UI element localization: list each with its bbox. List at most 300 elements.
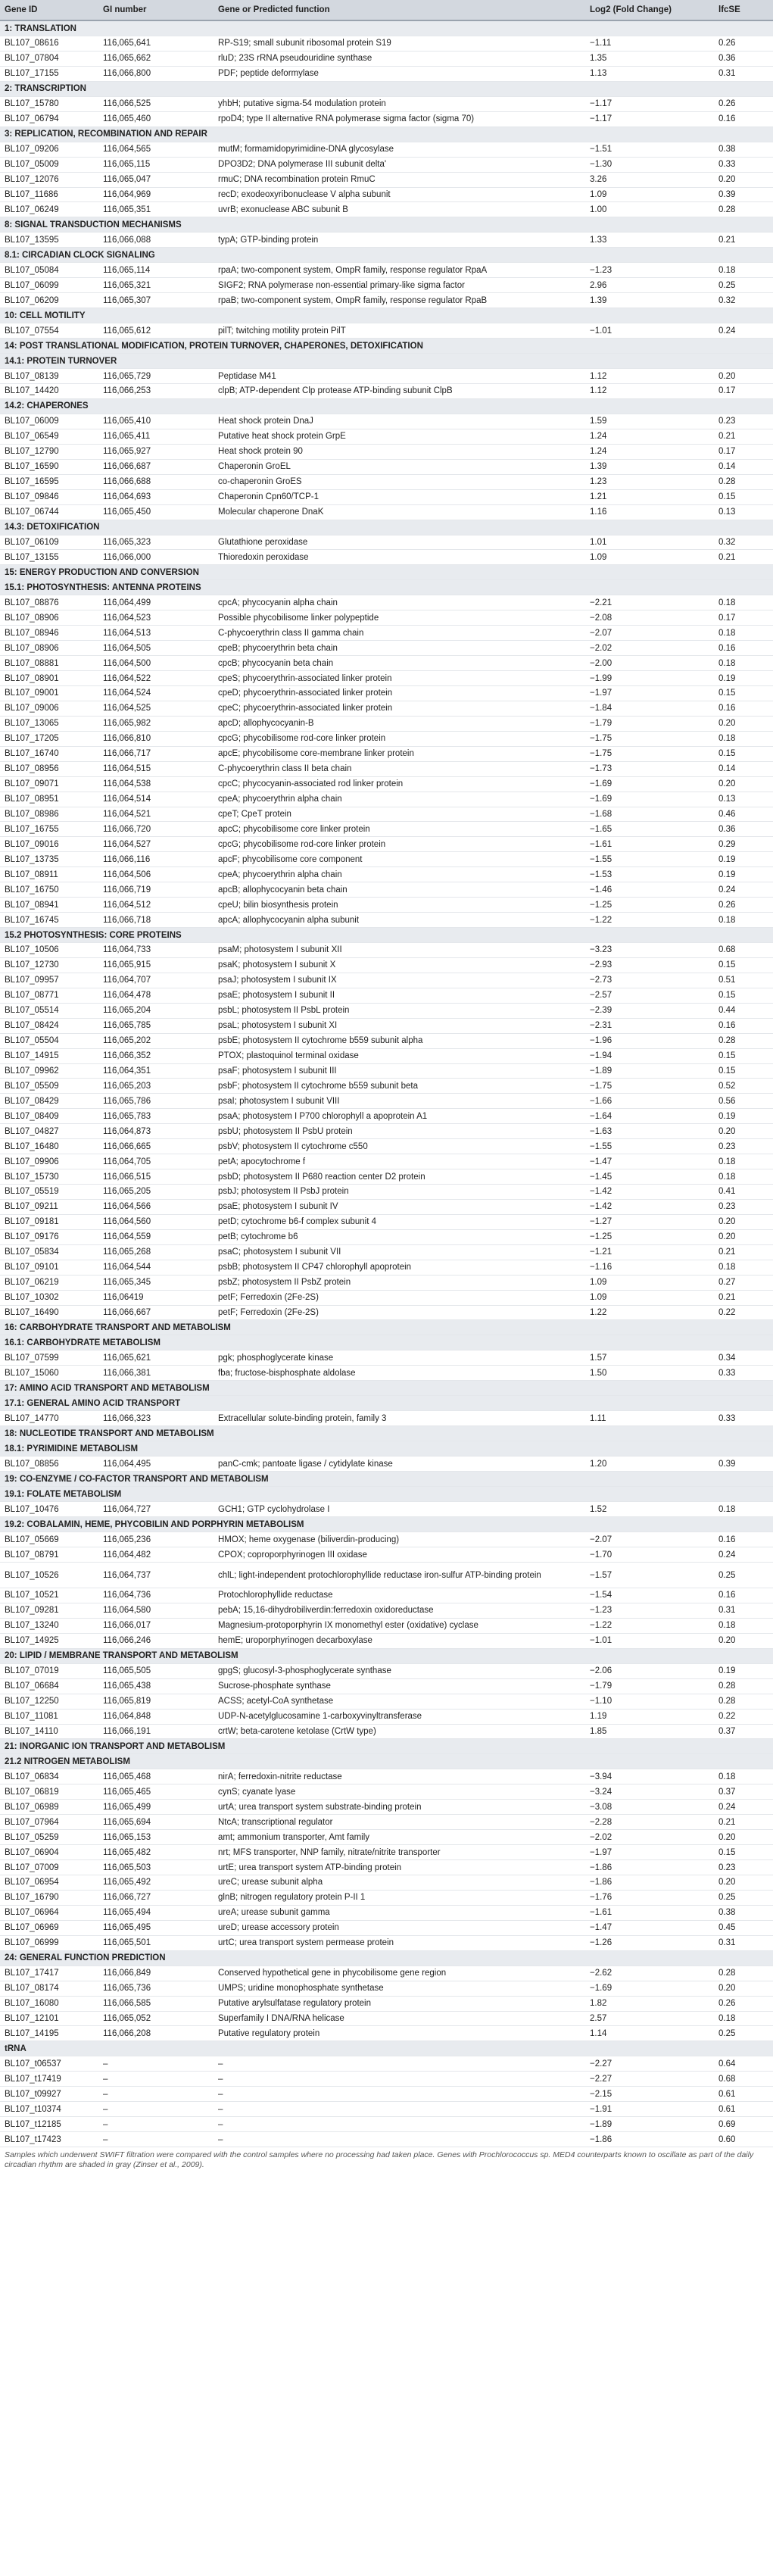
gene-id-cell: BL107_04827 <box>0 1124 98 1139</box>
fold-change-cell: −1.96 <box>585 1033 714 1048</box>
lfcse-cell: 0.61 <box>714 2087 773 2102</box>
gi-number-cell: – <box>98 2132 214 2147</box>
gene-id-cell: BL107_12250 <box>0 1694 98 1709</box>
gi-number-cell: 116,064,727 <box>98 1502 214 1517</box>
lfcse-cell: 0.15 <box>714 489 773 504</box>
lfcse-cell: 0.16 <box>714 701 773 716</box>
function-cell: pgk; phosphoglycerate kinase <box>214 1350 585 1366</box>
function-cell: DPO3D2; DNA polymerase III subunit delta' <box>214 157 585 172</box>
gi-number-cell: 116,066,191 <box>98 1724 214 1739</box>
gene-id-cell: BL107_t06537 <box>0 2056 98 2072</box>
section-title: 21.2 NITROGEN METABOLISM <box>0 1754 773 1769</box>
gene-id-cell: BL107_09016 <box>0 837 98 852</box>
table-row <box>0 293 773 308</box>
table-row <box>0 898 773 913</box>
table-row <box>0 988 773 1003</box>
gene-id-cell: BL107_10302 <box>0 1290 98 1305</box>
fold-change-cell: 1.50 <box>585 1366 714 1381</box>
table-row <box>0 1875 773 1891</box>
table-row <box>0 641 773 656</box>
fold-change-cell: −1.17 <box>585 96 714 111</box>
fold-change-cell: 1.20 <box>585 1457 714 1472</box>
gene-id-cell: BL107_05259 <box>0 1830 98 1845</box>
gene-id-cell: BL107_06964 <box>0 1905 98 1920</box>
table-row <box>0 1275 773 1290</box>
gi-number-cell: 116,066,323 <box>98 1411 214 1426</box>
lfcse-cell: 0.21 <box>714 429 773 444</box>
gene-id-cell: BL107_08174 <box>0 1981 98 1996</box>
table-row <box>0 1588 773 1603</box>
table-row <box>0 429 773 444</box>
col-log2-fold-change: Log2 (Fold Change) <box>585 0 714 20</box>
function-cell: apcE; phycobilisome core-membrane linker protein <box>214 746 585 761</box>
gi-number-cell: 116,065,621 <box>98 1350 214 1366</box>
fold-change-cell: −1.69 <box>585 1981 714 1996</box>
lfcse-cell: 0.22 <box>714 1709 773 1724</box>
fold-change-cell: 1.09 <box>585 1275 714 1290</box>
table-row <box>0 701 773 716</box>
fold-change-cell: −1.47 <box>585 1154 714 1169</box>
gene-id-cell: BL107_10526 <box>0 1563 98 1588</box>
gene-id-cell: BL107_08409 <box>0 1109 98 1124</box>
lfcse-cell: 0.20 <box>714 1875 773 1891</box>
function-cell: psaE; photosystem I subunit IV <box>214 1199 585 1214</box>
fold-change-cell: −2.31 <box>585 1018 714 1033</box>
gene-id-cell: BL107_06744 <box>0 504 98 520</box>
function-cell: rpaA; two-component system, OmpR family, response regulator RpaA <box>214 263 585 278</box>
gene-id-cell: BL107_09906 <box>0 1154 98 1169</box>
fold-change-cell: 3.26 <box>585 172 714 187</box>
fold-change-cell: −1.86 <box>585 1875 714 1891</box>
table-row <box>0 776 773 792</box>
table-row <box>0 369 773 384</box>
table-row <box>0 792 773 807</box>
gi-number-cell: 116,066,717 <box>98 746 214 761</box>
lfcse-cell: 0.17 <box>714 444 773 459</box>
lfcse-cell: 0.23 <box>714 1860 773 1875</box>
function-cell: crtW; beta-carotene ketolase (CrtW type) <box>214 1724 585 1739</box>
col-gene-id: Gene ID <box>0 0 98 20</box>
lfcse-cell: 0.64 <box>714 2056 773 2072</box>
section-title: 16: CARBOHYDRATE TRANSPORT AND METABOLISM <box>0 1320 773 1335</box>
gene-id-cell: BL107_05514 <box>0 1003 98 1018</box>
lfcse-cell: 0.25 <box>714 1563 773 1588</box>
function-cell: mutM; formamidopyrimidine-DNA glycosylase <box>214 142 585 157</box>
fold-change-cell: 1.33 <box>585 233 714 248</box>
lfcse-cell: 0.19 <box>714 1663 773 1678</box>
gi-number-cell: 116,065,204 <box>98 1003 214 1018</box>
table-row <box>0 2087 773 2102</box>
gene-id-cell: BL107_t09927 <box>0 2087 98 2102</box>
fold-change-cell: −1.66 <box>585 1094 714 1109</box>
function-cell: Molecular chaperone DnaK <box>214 504 585 520</box>
lfcse-cell: 0.31 <box>714 66 773 81</box>
function-cell: HMOX; heme oxygenase (biliverdin-producing) <box>214 1532 585 1547</box>
gi-number-cell: 116,065,662 <box>98 51 214 66</box>
fold-change-cell: −1.11 <box>585 36 714 52</box>
function-cell: petB; cytochrome b6 <box>214 1229 585 1244</box>
function-cell: urtA; urea transport system substrate-binding protein <box>214 1800 585 1815</box>
section-title: 17.1: GENERAL AMINO ACID TRANSPORT <box>0 1396 773 1411</box>
table-row <box>0 323 773 339</box>
fold-change-cell: 1.12 <box>585 384 714 399</box>
gene-id-cell: BL107_05009 <box>0 157 98 172</box>
function-cell: psbJ; photosystem II PsbJ protein <box>214 1185 585 1200</box>
fold-change-cell: −2.62 <box>585 1966 714 1981</box>
table-row <box>0 957 773 973</box>
function-cell: Magnesium-protoporphyrin IX monomethyl ester (oxidative) cyclase <box>214 1618 585 1633</box>
gene-id-cell: BL107_07019 <box>0 1663 98 1678</box>
function-cell: – <box>214 2132 585 2147</box>
fold-change-cell: −2.39 <box>585 1003 714 1018</box>
gene-id-cell: BL107_10476 <box>0 1502 98 1517</box>
fold-change-cell: 2.96 <box>585 278 714 293</box>
table-row <box>0 1769 773 1784</box>
lfcse-cell: 0.27 <box>714 1275 773 1290</box>
gi-number-cell: 116,064,495 <box>98 1457 214 1472</box>
section-header-row <box>0 1487 773 1502</box>
table-row <box>0 489 773 504</box>
function-cell: petA; apocytochrome f <box>214 1154 585 1169</box>
gi-number-cell: 116,066,687 <box>98 459 214 474</box>
gene-id-cell: BL107_12730 <box>0 957 98 973</box>
lfcse-cell: 0.36 <box>714 51 773 66</box>
gene-id-cell: BL107_09211 <box>0 1199 98 1214</box>
gi-number-cell: 116,064,873 <box>98 1124 214 1139</box>
gene-id-cell: BL107_06834 <box>0 1769 98 1784</box>
lfcse-cell: 0.18 <box>714 1169 773 1185</box>
gene-id-cell: BL107_12101 <box>0 2011 98 2026</box>
table-row <box>0 807 773 822</box>
lfcse-cell: 0.28 <box>714 1033 773 1048</box>
fold-change-cell: 1.11 <box>585 1411 714 1426</box>
gi-number-cell: 116,064,538 <box>98 776 214 792</box>
section-header-row <box>0 1335 773 1350</box>
lfcse-cell: 0.16 <box>714 1532 773 1547</box>
gene-id-cell: BL107_07599 <box>0 1350 98 1366</box>
section-title: 18.1: PYRIMIDINE METABOLISM <box>0 1441 773 1457</box>
fold-change-cell: −1.55 <box>585 1139 714 1154</box>
gi-number-cell: 116,064,693 <box>98 489 214 504</box>
section-title: tRNA <box>0 2041 773 2056</box>
section-title: 15.1: PHOTOSYNTHESIS: ANTENNA PROTEINS <box>0 580 773 595</box>
gene-id-cell: BL107_07804 <box>0 51 98 66</box>
gi-number-cell: 116,065,729 <box>98 369 214 384</box>
gene-id-cell: BL107_06009 <box>0 414 98 429</box>
lfcse-cell: 0.20 <box>714 1214 773 1229</box>
lfcse-cell: 0.44 <box>714 1003 773 1018</box>
gi-number-cell: 116,064,351 <box>98 1063 214 1079</box>
gene-id-cell: BL107_05504 <box>0 1033 98 1048</box>
table-row <box>0 111 773 126</box>
gi-number-cell: 116,066,208 <box>98 2026 214 2041</box>
gene-id-cell: BL107_06549 <box>0 429 98 444</box>
fold-change-cell: −1.64 <box>585 1109 714 1124</box>
gi-number-cell: 116,065,114 <box>98 263 214 278</box>
table-row <box>0 36 773 52</box>
lfcse-cell: 0.38 <box>714 142 773 157</box>
fold-change-cell: −1.42 <box>585 1199 714 1214</box>
gene-id-cell: BL107_06954 <box>0 1875 98 1891</box>
fold-change-cell: −2.07 <box>585 1532 714 1547</box>
table-row <box>0 943 773 958</box>
gi-number-cell: 116,064,527 <box>98 837 214 852</box>
gene-id-cell: BL107_13735 <box>0 852 98 867</box>
gene-id-cell: BL107_09962 <box>0 1063 98 1079</box>
lfcse-cell: 0.16 <box>714 111 773 126</box>
gi-number-cell: 116,066,727 <box>98 1890 214 1905</box>
gi-number-cell: 116,064,544 <box>98 1260 214 1275</box>
gi-number-cell: 116,064,505 <box>98 641 214 656</box>
function-cell: panC-cmk; pantoate ligase / cytidylate kinase <box>214 1457 585 1472</box>
lfcse-cell: 0.69 <box>714 2117 773 2132</box>
table-row <box>0 278 773 293</box>
function-cell: rluD; 23S rRNA pseudouridine synthase <box>214 51 585 66</box>
function-cell: psaM; photosystem I subunit XII <box>214 943 585 958</box>
function-cell: cpeB; phycoerythrin beta chain <box>214 641 585 656</box>
function-cell: yhbH; putative sigma-54 modulation protein <box>214 96 585 111</box>
function-cell: psbD; photosystem II P680 reaction center D2 protein <box>214 1169 585 1185</box>
function-cell: pebA; 15,16-dihydrobiliverdin:ferredoxin oxidoreductase <box>214 1603 585 1618</box>
gene-id-cell: BL107_09176 <box>0 1229 98 1244</box>
gi-number-cell: – <box>98 2072 214 2087</box>
gi-number-cell: 116,065,460 <box>98 111 214 126</box>
table-row <box>0 142 773 157</box>
gene-id-cell: BL107_08946 <box>0 626 98 641</box>
table-row <box>0 157 773 172</box>
section-title: 16.1: CARBOHYDRATE METABOLISM <box>0 1335 773 1350</box>
gene-id-cell: BL107_16490 <box>0 1305 98 1320</box>
section-header-row <box>0 565 773 580</box>
section-header-row <box>0 398 773 414</box>
function-cell: psbZ; photosystem II PsbZ protein <box>214 1275 585 1290</box>
gene-id-cell: BL107_12076 <box>0 172 98 187</box>
fold-change-cell: −2.57 <box>585 988 714 1003</box>
fold-change-cell: −1.47 <box>585 1920 714 1935</box>
gi-number-cell: 116,065,694 <box>98 1815 214 1830</box>
lfcse-cell: 0.37 <box>714 1784 773 1800</box>
function-cell: cpcG; phycobilisome rod-core linker protein <box>214 731 585 746</box>
fold-change-cell: −1.99 <box>585 671 714 686</box>
gi-number-cell: 116,064,523 <box>98 610 214 626</box>
fold-change-cell: −1.42 <box>585 1185 714 1200</box>
lfcse-cell: 0.41 <box>714 1185 773 1200</box>
section-title: 17: AMINO ACID TRANSPORT AND METABOLISM <box>0 1381 773 1396</box>
table-row <box>0 1154 773 1169</box>
fold-change-cell: −3.24 <box>585 1784 714 1800</box>
table-row <box>0 187 773 202</box>
section-header-row <box>0 2041 773 2056</box>
fold-change-cell: 1.16 <box>585 504 714 520</box>
function-cell: PTOX; plastoquinol terminal oxidase <box>214 1048 585 1063</box>
function-cell: RP-S19; small subunit ribosomal protein S19 <box>214 36 585 52</box>
function-cell: ACSS; acetyl-CoA synthetase <box>214 1694 585 1709</box>
fold-change-cell: −1.79 <box>585 1678 714 1694</box>
gene-id-cell: BL107_06099 <box>0 278 98 293</box>
lfcse-cell: 0.39 <box>714 1457 773 1472</box>
gi-number-cell: 116,066,718 <box>98 913 214 928</box>
lfcse-cell: 0.39 <box>714 187 773 202</box>
gi-number-cell: 116,065,052 <box>98 2011 214 2026</box>
lfcse-cell: 0.15 <box>714 1048 773 1063</box>
fold-change-cell: −1.94 <box>585 1048 714 1063</box>
fold-change-cell: −1.22 <box>585 913 714 928</box>
section-header-row <box>0 308 773 323</box>
lfcse-cell: 0.18 <box>714 626 773 641</box>
table-row <box>0 1603 773 1618</box>
gi-number-cell: 116,065,321 <box>98 278 214 293</box>
section-header-row <box>0 1396 773 1411</box>
function-cell: co-chaperonin GroES <box>214 474 585 489</box>
gi-number-cell: 116,064,736 <box>98 1588 214 1603</box>
table-footnote: Samples which underwent SWIFT filtration were compared with the control samples where no processing had taken place. Genes with Prochlorococcus sp. MED4 counterparts known to oscillate as part of the daily circadian rhythm are shaded in gray (Zinser et al., 2009). <box>5 2150 754 2169</box>
gene-id-cell: BL107_06219 <box>0 1275 98 1290</box>
table-row <box>0 882 773 898</box>
lfcse-cell: 0.20 <box>714 716 773 731</box>
gi-number-cell: 116,065,468 <box>98 1769 214 1784</box>
gi-number-cell: 116,064,848 <box>98 1709 214 1724</box>
fold-change-cell: −1.89 <box>585 2117 714 2132</box>
fold-change-cell: 1.57 <box>585 1350 714 1366</box>
function-cell: ureD; urease accessory protein <box>214 1920 585 1935</box>
gi-number-cell: 116,065,612 <box>98 323 214 339</box>
gene-id-cell: BL107_14110 <box>0 1724 98 1739</box>
function-cell: recD; exodeoxyribonuclease V alpha subunit <box>214 187 585 202</box>
function-cell: cpcA; phycocyanin alpha chain <box>214 595 585 610</box>
gene-id-cell: BL107_16595 <box>0 474 98 489</box>
gene-id-cell: BL107_06999 <box>0 1935 98 1950</box>
gi-number-cell: 116,066,381 <box>98 1366 214 1381</box>
gene-id-cell: BL107_07009 <box>0 1860 98 1875</box>
lfcse-cell: 0.13 <box>714 504 773 520</box>
function-cell: – <box>214 2117 585 2132</box>
gi-number-cell: 116,065,236 <box>98 1532 214 1547</box>
function-cell: cpeU; bilin biosynthesis protein <box>214 898 585 913</box>
table-row <box>0 1094 773 1109</box>
lfcse-cell: 0.46 <box>714 807 773 822</box>
fold-change-cell: −2.02 <box>585 641 714 656</box>
fold-change-cell: 1.39 <box>585 293 714 308</box>
function-cell: petD; cytochrome b6-f complex subunit 4 <box>214 1214 585 1229</box>
function-cell: CPOX; coproporphyrinogen III oxidase <box>214 1547 585 1563</box>
fold-change-cell: −3.08 <box>585 1800 714 1815</box>
table-row <box>0 1800 773 1815</box>
fold-change-cell: −1.23 <box>585 1603 714 1618</box>
gene-id-cell: BL107_14195 <box>0 2026 98 2041</box>
gi-number-cell: 116,065,153 <box>98 1830 214 1845</box>
function-cell: psbB; photosystem II CP47 chlorophyll apoprotein <box>214 1260 585 1275</box>
lfcse-cell: 0.25 <box>714 2026 773 2041</box>
function-cell: apcA; allophycocyanin alpha subunit <box>214 913 585 928</box>
gene-id-cell: BL107_08881 <box>0 656 98 671</box>
fold-change-cell: −1.54 <box>585 1588 714 1603</box>
lfcse-cell: 0.19 <box>714 867 773 882</box>
table-row <box>0 671 773 686</box>
gene-id-cell: BL107_06684 <box>0 1678 98 1694</box>
lfcse-cell: 0.60 <box>714 2132 773 2147</box>
table-row <box>0 973 773 988</box>
function-cell: cpeT; CpeT protein <box>214 807 585 822</box>
table-row <box>0 2132 773 2147</box>
table-row <box>0 1244 773 1260</box>
fold-change-cell: −1.10 <box>585 1694 714 1709</box>
gene-id-cell: BL107_10521 <box>0 1588 98 1603</box>
function-cell: rmuC; DNA recombination protein RmuC <box>214 172 585 187</box>
lfcse-cell: 0.24 <box>714 1800 773 1815</box>
fold-change-cell: −1.16 <box>585 1260 714 1275</box>
function-cell: apcF; phycobilisome core component <box>214 852 585 867</box>
function-cell: ureA; urease subunit gamma <box>214 1905 585 1920</box>
gene-id-cell: BL107_09071 <box>0 776 98 792</box>
table-row <box>0 1709 773 1724</box>
table-row <box>0 1003 773 1018</box>
gene-id-cell: BL107_09006 <box>0 701 98 716</box>
table-row <box>0 1663 773 1678</box>
function-cell: – <box>214 2056 585 2072</box>
table-row <box>0 1563 773 1588</box>
gene-id-cell: BL107_09957 <box>0 973 98 988</box>
fold-change-cell: −1.53 <box>585 867 714 882</box>
table-row <box>0 1815 773 1830</box>
table-row <box>0 1018 773 1033</box>
lfcse-cell: 0.26 <box>714 96 773 111</box>
table-row <box>0 1305 773 1320</box>
table-row <box>0 746 773 761</box>
section-header-row <box>0 126 773 142</box>
table-row <box>0 1139 773 1154</box>
table-row <box>0 96 773 111</box>
fold-change-cell: −1.97 <box>585 686 714 701</box>
gene-id-cell: BL107_08956 <box>0 761 98 776</box>
function-cell: urtE; urea transport system ATP-binding protein <box>214 1860 585 1875</box>
function-cell: Putative heat shock protein GrpE <box>214 429 585 444</box>
lfcse-cell: 0.17 <box>714 610 773 626</box>
fold-change-cell: −1.21 <box>585 1244 714 1260</box>
lfcse-cell: 0.18 <box>714 1769 773 1784</box>
gi-number-cell: 116,065,323 <box>98 535 214 550</box>
gi-number-cell: 116,066,688 <box>98 474 214 489</box>
fold-change-cell: −2.28 <box>585 1815 714 1830</box>
lfcse-cell: 0.24 <box>714 1547 773 1563</box>
function-cell: apcB; allophycocyanin beta chain <box>214 882 585 898</box>
table-row <box>0 2117 773 2132</box>
gene-id-cell: BL107_09101 <box>0 1260 98 1275</box>
gi-number-cell: – <box>98 2056 214 2072</box>
fold-change-cell: −1.70 <box>585 1547 714 1563</box>
fold-change-cell: 1.85 <box>585 1724 714 1739</box>
fold-change-cell: −1.01 <box>585 1633 714 1648</box>
gi-number-cell: 116,065,203 <box>98 1079 214 1094</box>
table-row <box>0 1502 773 1517</box>
gene-id-cell: BL107_06969 <box>0 1920 98 1935</box>
gene-id-cell: BL107_t17423 <box>0 2132 98 2147</box>
table-row <box>0 1920 773 1935</box>
section-title: 14: POST TRANSLATIONAL MODIFICATION, PROTEIN TURNOVER, CHAPERONES, DETOXIFICATION <box>0 339 773 354</box>
table-row <box>0 1845 773 1860</box>
gi-number-cell: 116,064,737 <box>98 1563 214 1588</box>
lfcse-cell: 0.15 <box>714 957 773 973</box>
gi-number-cell: 116,064,522 <box>98 671 214 686</box>
gi-number-cell: 116,066,800 <box>98 66 214 81</box>
lfcse-cell: 0.26 <box>714 36 773 52</box>
section-title: 3: REPLICATION, RECOMBINATION AND REPAIR <box>0 126 773 142</box>
gi-number-cell: 116,066,719 <box>98 882 214 898</box>
function-cell: clpB; ATP-dependent Clp protease ATP-binding subunit ClpB <box>214 384 585 399</box>
gene-id-cell: BL107_08424 <box>0 1018 98 1033</box>
section-title: 15.2 PHOTOSYNTHESIS: CORE PROTEINS <box>0 928 773 943</box>
function-cell: psbF; photosystem II cytochrome b559 subunit beta <box>214 1079 585 1094</box>
fold-change-cell: −1.68 <box>585 807 714 822</box>
